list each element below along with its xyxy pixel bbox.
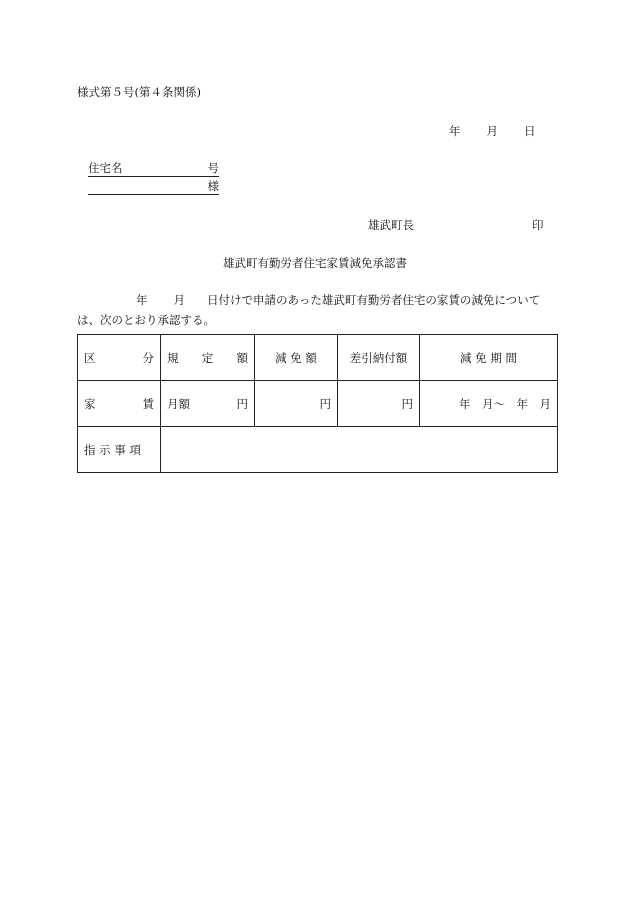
seal-mark: 印 [532,218,544,232]
body-line-1: 年 月 日付けで申請のあった雄武町有勤労者住宅の家賃の減免について [136,293,541,307]
header-reduction-period: 減 免 期 間 [420,335,558,381]
document-title: 雄武町有勤労者住宅家賃減免承認書 [223,256,407,270]
rent-row [78,381,558,427]
addressee-name-line [88,178,219,195]
form-number: 様式第５号(第４条関係) [77,85,201,99]
housing-name-label: 住宅名 [88,161,123,175]
header-reduction-amount: 減 免 額 [255,335,338,381]
rent-label: 家 賃 [78,381,161,427]
body-line-2: は、次のとおり承認する。 [77,313,215,327]
date-year: 年 [449,124,461,138]
standard-amount-cell: 月額 円 [161,381,255,427]
header-standard-amount: 規 定 額 [161,335,255,381]
header-net-payment: 差引納付額 [338,335,420,381]
issue-date [449,123,536,139]
reduction-amount-cell: 円 [255,381,338,427]
header-category: 区 分 [78,335,161,381]
reduction-period-cell: 年 月〜 年 月 [420,381,558,427]
honorific: 様 [207,179,219,193]
instructions-row [78,427,558,473]
instructions-label: 指 示 事 項 [78,427,161,473]
table-header-row [78,335,558,381]
mayor-title: 雄武町長 [368,218,414,232]
date-month: 月 [486,124,498,138]
date-day: 日 [524,124,536,138]
number-suffix: 号 [207,161,219,175]
addressee-housing-line [88,160,219,177]
rent-reduction-table [77,334,558,473]
net-payment-cell: 円 [338,381,420,427]
instructions-content [161,427,558,473]
